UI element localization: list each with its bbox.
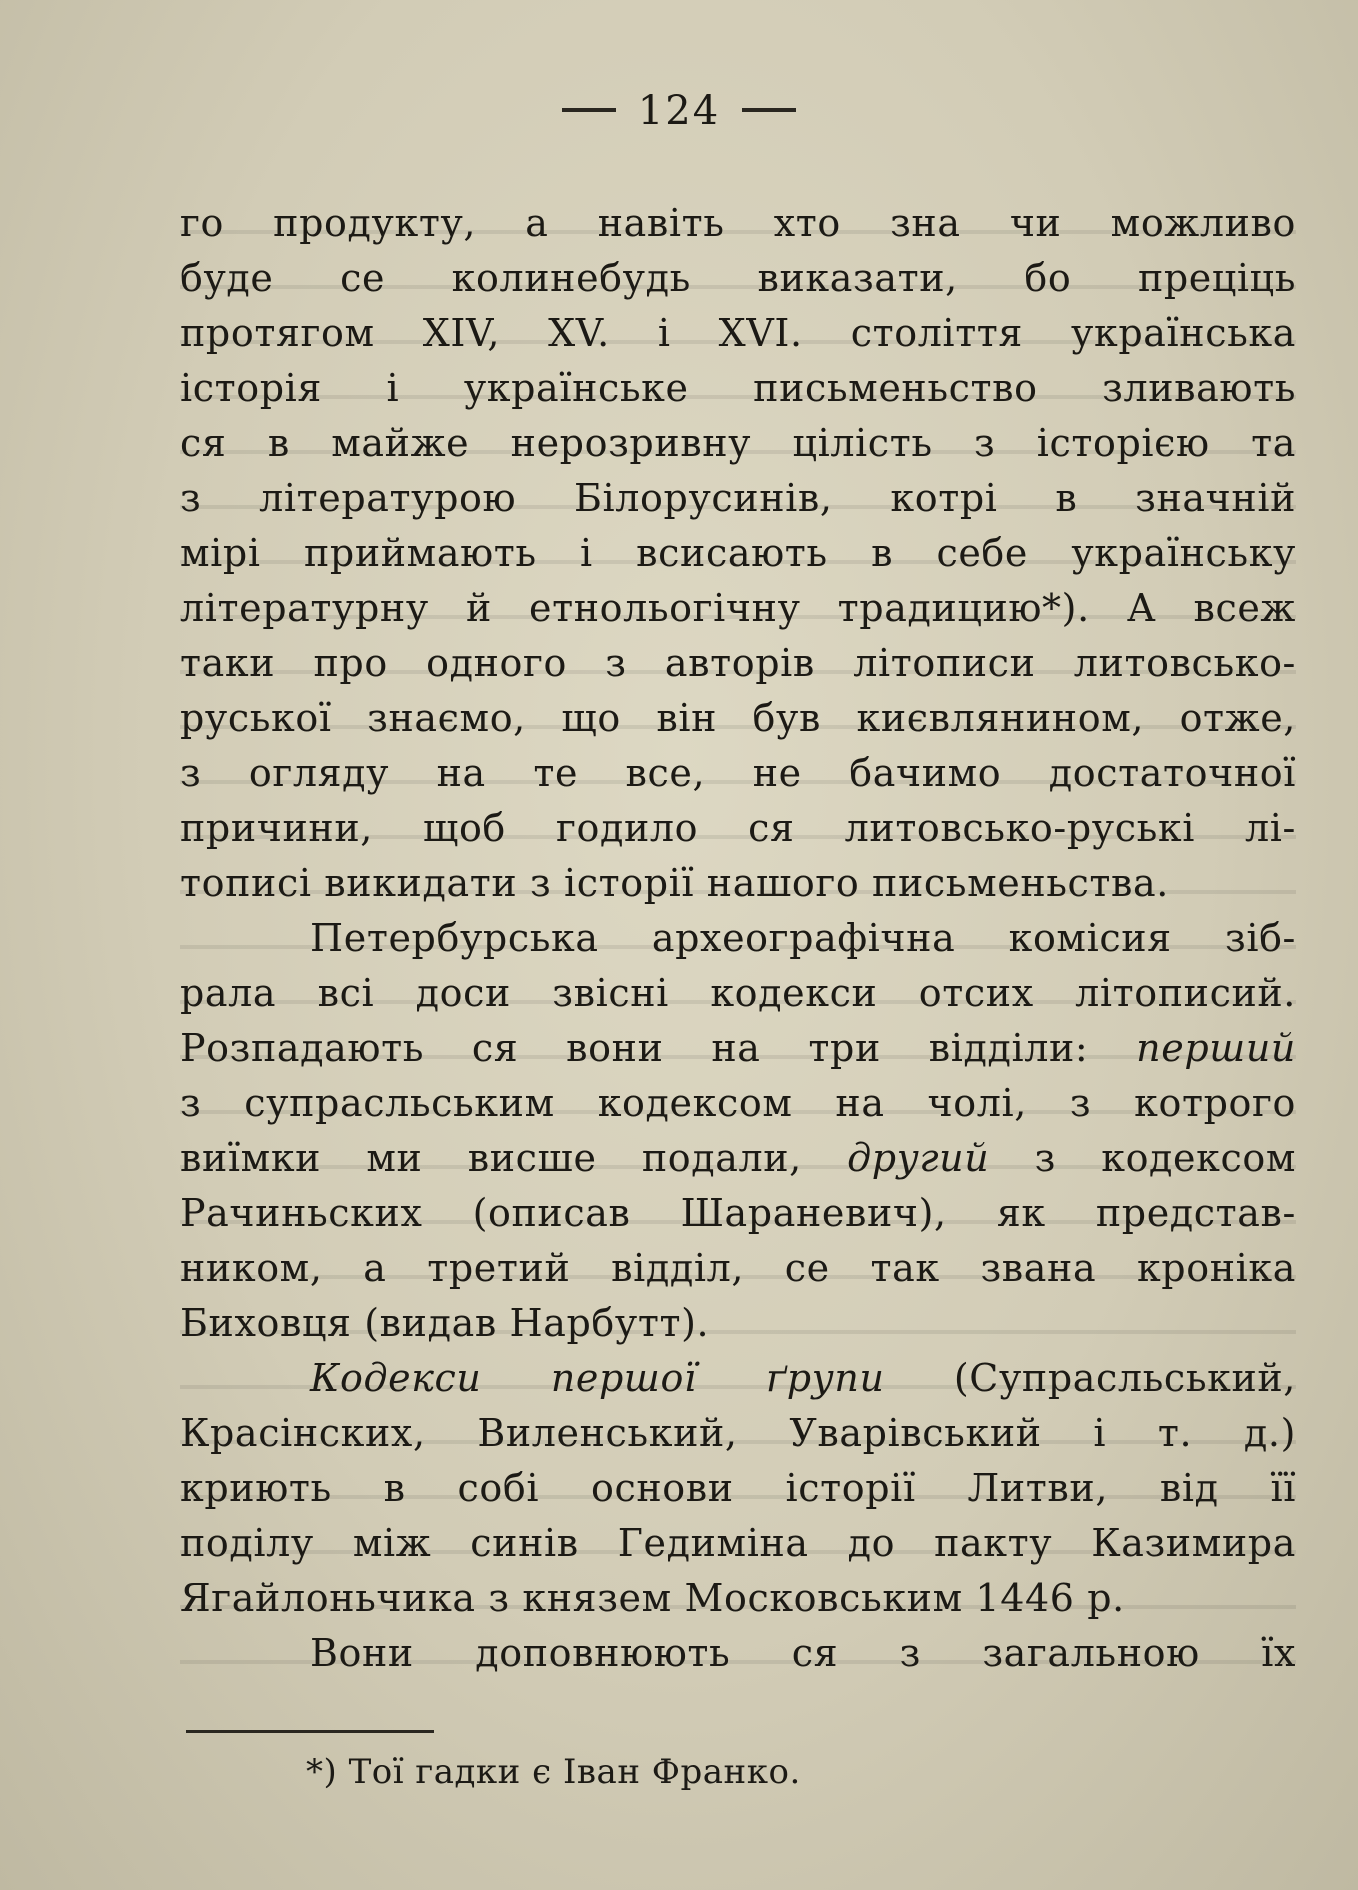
footnote: *) Тої гадки є Іван Франко. bbox=[306, 1752, 801, 1792]
text-line: ником, а третий відділ, се так звана кроніка bbox=[180, 1246, 1296, 1290]
text-segment: виїмки ми висше подали, bbox=[180, 1136, 848, 1180]
footnote-divider bbox=[186, 1730, 434, 1733]
body-text bbox=[180, 196, 1296, 1681]
italic-word: другий bbox=[847, 1136, 990, 1180]
text-line: Петербурська археографічна комісия зіб- bbox=[310, 916, 1296, 960]
text-line: з літературою Білорусинів, котрі в значній bbox=[180, 476, 1296, 520]
italic-lead: Кодекси першої ґрупи bbox=[310, 1356, 885, 1400]
text-line: рала всі доси звісні кодекси отсих літописий. bbox=[180, 971, 1296, 1015]
text-line: протягом XIV, XV. і XVI. століття українська bbox=[180, 311, 1296, 355]
text-line: Рачиньских (описав Шараневич), як представ- bbox=[180, 1191, 1296, 1235]
text-line: поділу між синів Гедиміна до пакту Казимира bbox=[180, 1521, 1296, 1565]
text-segment: з кодексом bbox=[989, 1136, 1297, 1180]
text-line-with-italic bbox=[180, 1351, 1296, 1406]
text-line-with-italic bbox=[180, 1021, 1296, 1076]
page-header bbox=[0, 88, 1358, 134]
text-segment: (Супрасльський, bbox=[884, 1356, 1296, 1400]
text-line: з супрасльським кодексом на чолі, з котрого bbox=[180, 1081, 1296, 1125]
text-line-with-italic bbox=[180, 1131, 1296, 1186]
text-line: буде се колинебудь виказати, бо преціць bbox=[180, 256, 1296, 300]
text-line: руської знаємо, що він був києвлянином, отже, bbox=[180, 696, 1296, 740]
text-line: мірі приймають і всисають в себе українську bbox=[180, 531, 1296, 575]
italic-word: перший bbox=[1136, 1026, 1296, 1070]
text-line: го продукту, а навіть хто зна чи можливо bbox=[180, 201, 1296, 245]
text-line: історія і українське письменьство зливають bbox=[180, 366, 1296, 410]
header-dash-right bbox=[742, 108, 796, 112]
text-segment: Розпадають ся вони на три відділи: bbox=[180, 1026, 1137, 1070]
text-line: Вони доповнюють ся з загальною їх bbox=[310, 1631, 1296, 1675]
text-line: криють в собі основи історії Литви, від її bbox=[180, 1466, 1296, 1510]
text-line: літературну й етнольогічну традицию*). А всеж bbox=[180, 586, 1296, 630]
text-line: Красінских, Виленський, Уварівський і т. д.) bbox=[180, 1411, 1296, 1455]
text-line: причини, щоб годило ся литовсько-руські лі- bbox=[180, 806, 1296, 850]
text-line: з огляду на те все, не бачимо достаточної bbox=[180, 751, 1296, 795]
text-line: Ягайлоньчика з князем Московським 1446 р. bbox=[180, 1576, 1125, 1620]
text-line: тописі викидати з історії нашого письменьства. bbox=[180, 861, 1169, 905]
text-line: ся в майже нерозривну цілість з історією та bbox=[180, 421, 1296, 465]
header-dash-left bbox=[562, 108, 616, 112]
page-number: 124 bbox=[637, 88, 721, 134]
text-line: таки про одного з авторів літописи литовсько- bbox=[180, 641, 1296, 685]
text-line: Биховця (видав Нарбутт). bbox=[180, 1301, 710, 1345]
